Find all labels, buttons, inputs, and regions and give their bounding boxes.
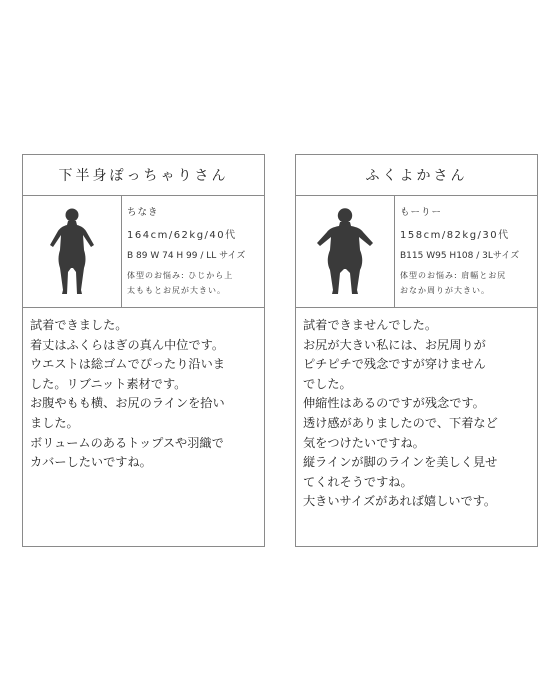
model-sizes: B115 W95 H108 / 3Lサイズ xyxy=(400,251,520,261)
profile-section xyxy=(296,196,537,308)
profile-info xyxy=(122,196,264,307)
review-line: 縦ラインが脚のラインを美しく見せ xyxy=(303,455,498,470)
review-text xyxy=(23,308,264,473)
review-line: 大きいサイズがあれば嬉しいです。 xyxy=(303,494,497,509)
review-line: 着丈はふくらはぎの真ん中位です。 xyxy=(30,337,225,352)
model-card-1 xyxy=(22,154,265,547)
review-line: てくれそうですね。 xyxy=(303,474,413,489)
figure-cell xyxy=(296,196,395,307)
review-line: お尻が大きい私には、お尻周りが xyxy=(303,337,486,352)
review-line: でした。 xyxy=(303,376,352,391)
review-line: ました。 xyxy=(30,415,79,430)
review-text xyxy=(296,308,537,512)
review-line: 透け感がありましたので、下着など xyxy=(303,415,498,430)
model-name: もーりー xyxy=(400,207,443,218)
model-worry xyxy=(400,268,537,298)
worry-line: 体型のお悩み: ひじから上 xyxy=(127,271,234,280)
model-stats: 164cm/62kg/40代 xyxy=(127,230,237,241)
model-stats: 158cm/82kg/30代 xyxy=(400,230,510,241)
review-line: お腹やもも横、お尻のラインを拾い xyxy=(30,396,225,411)
review-line: 試着できませんでした。 xyxy=(303,318,438,332)
card-title: 下半身ぽっちゃりさん xyxy=(23,155,264,196)
worry-line: 太ももとお尻が大きい。 xyxy=(127,286,226,295)
figure-cell xyxy=(23,196,122,307)
review-line: 気をつけたいですね。 xyxy=(303,435,425,450)
model-name: ちなき xyxy=(127,207,159,218)
model-worry xyxy=(127,268,264,298)
worry-line: おなか周りが大きい。 xyxy=(400,286,490,295)
profile-section xyxy=(23,196,264,308)
model-sizes: B 89 W 74 H 99 / LL サイズ xyxy=(127,251,246,261)
body-silhouette-icon xyxy=(44,206,100,298)
model-card-2 xyxy=(295,154,538,547)
card-title: ふくよかさん xyxy=(296,155,537,196)
review-line: 試着できました。 xyxy=(30,318,128,332)
review-line: 伸縮性はあるのですが残念です。 xyxy=(303,396,485,411)
worry-line: 体型のお悩み: 肩幅とお尻 xyxy=(400,271,507,280)
review-line: カバーしたいですね。 xyxy=(30,455,152,470)
review-line: した。リブニット素材です。 xyxy=(30,376,187,391)
body-silhouette-icon xyxy=(313,206,377,298)
review-line: ウエストは総ゴムでぴったり沿いま xyxy=(30,357,225,372)
review-line: ピチピチで残念ですが穿けません xyxy=(303,357,486,372)
review-line: ボリュームのあるトップスや羽織で xyxy=(30,435,224,450)
profile-info xyxy=(395,196,537,307)
